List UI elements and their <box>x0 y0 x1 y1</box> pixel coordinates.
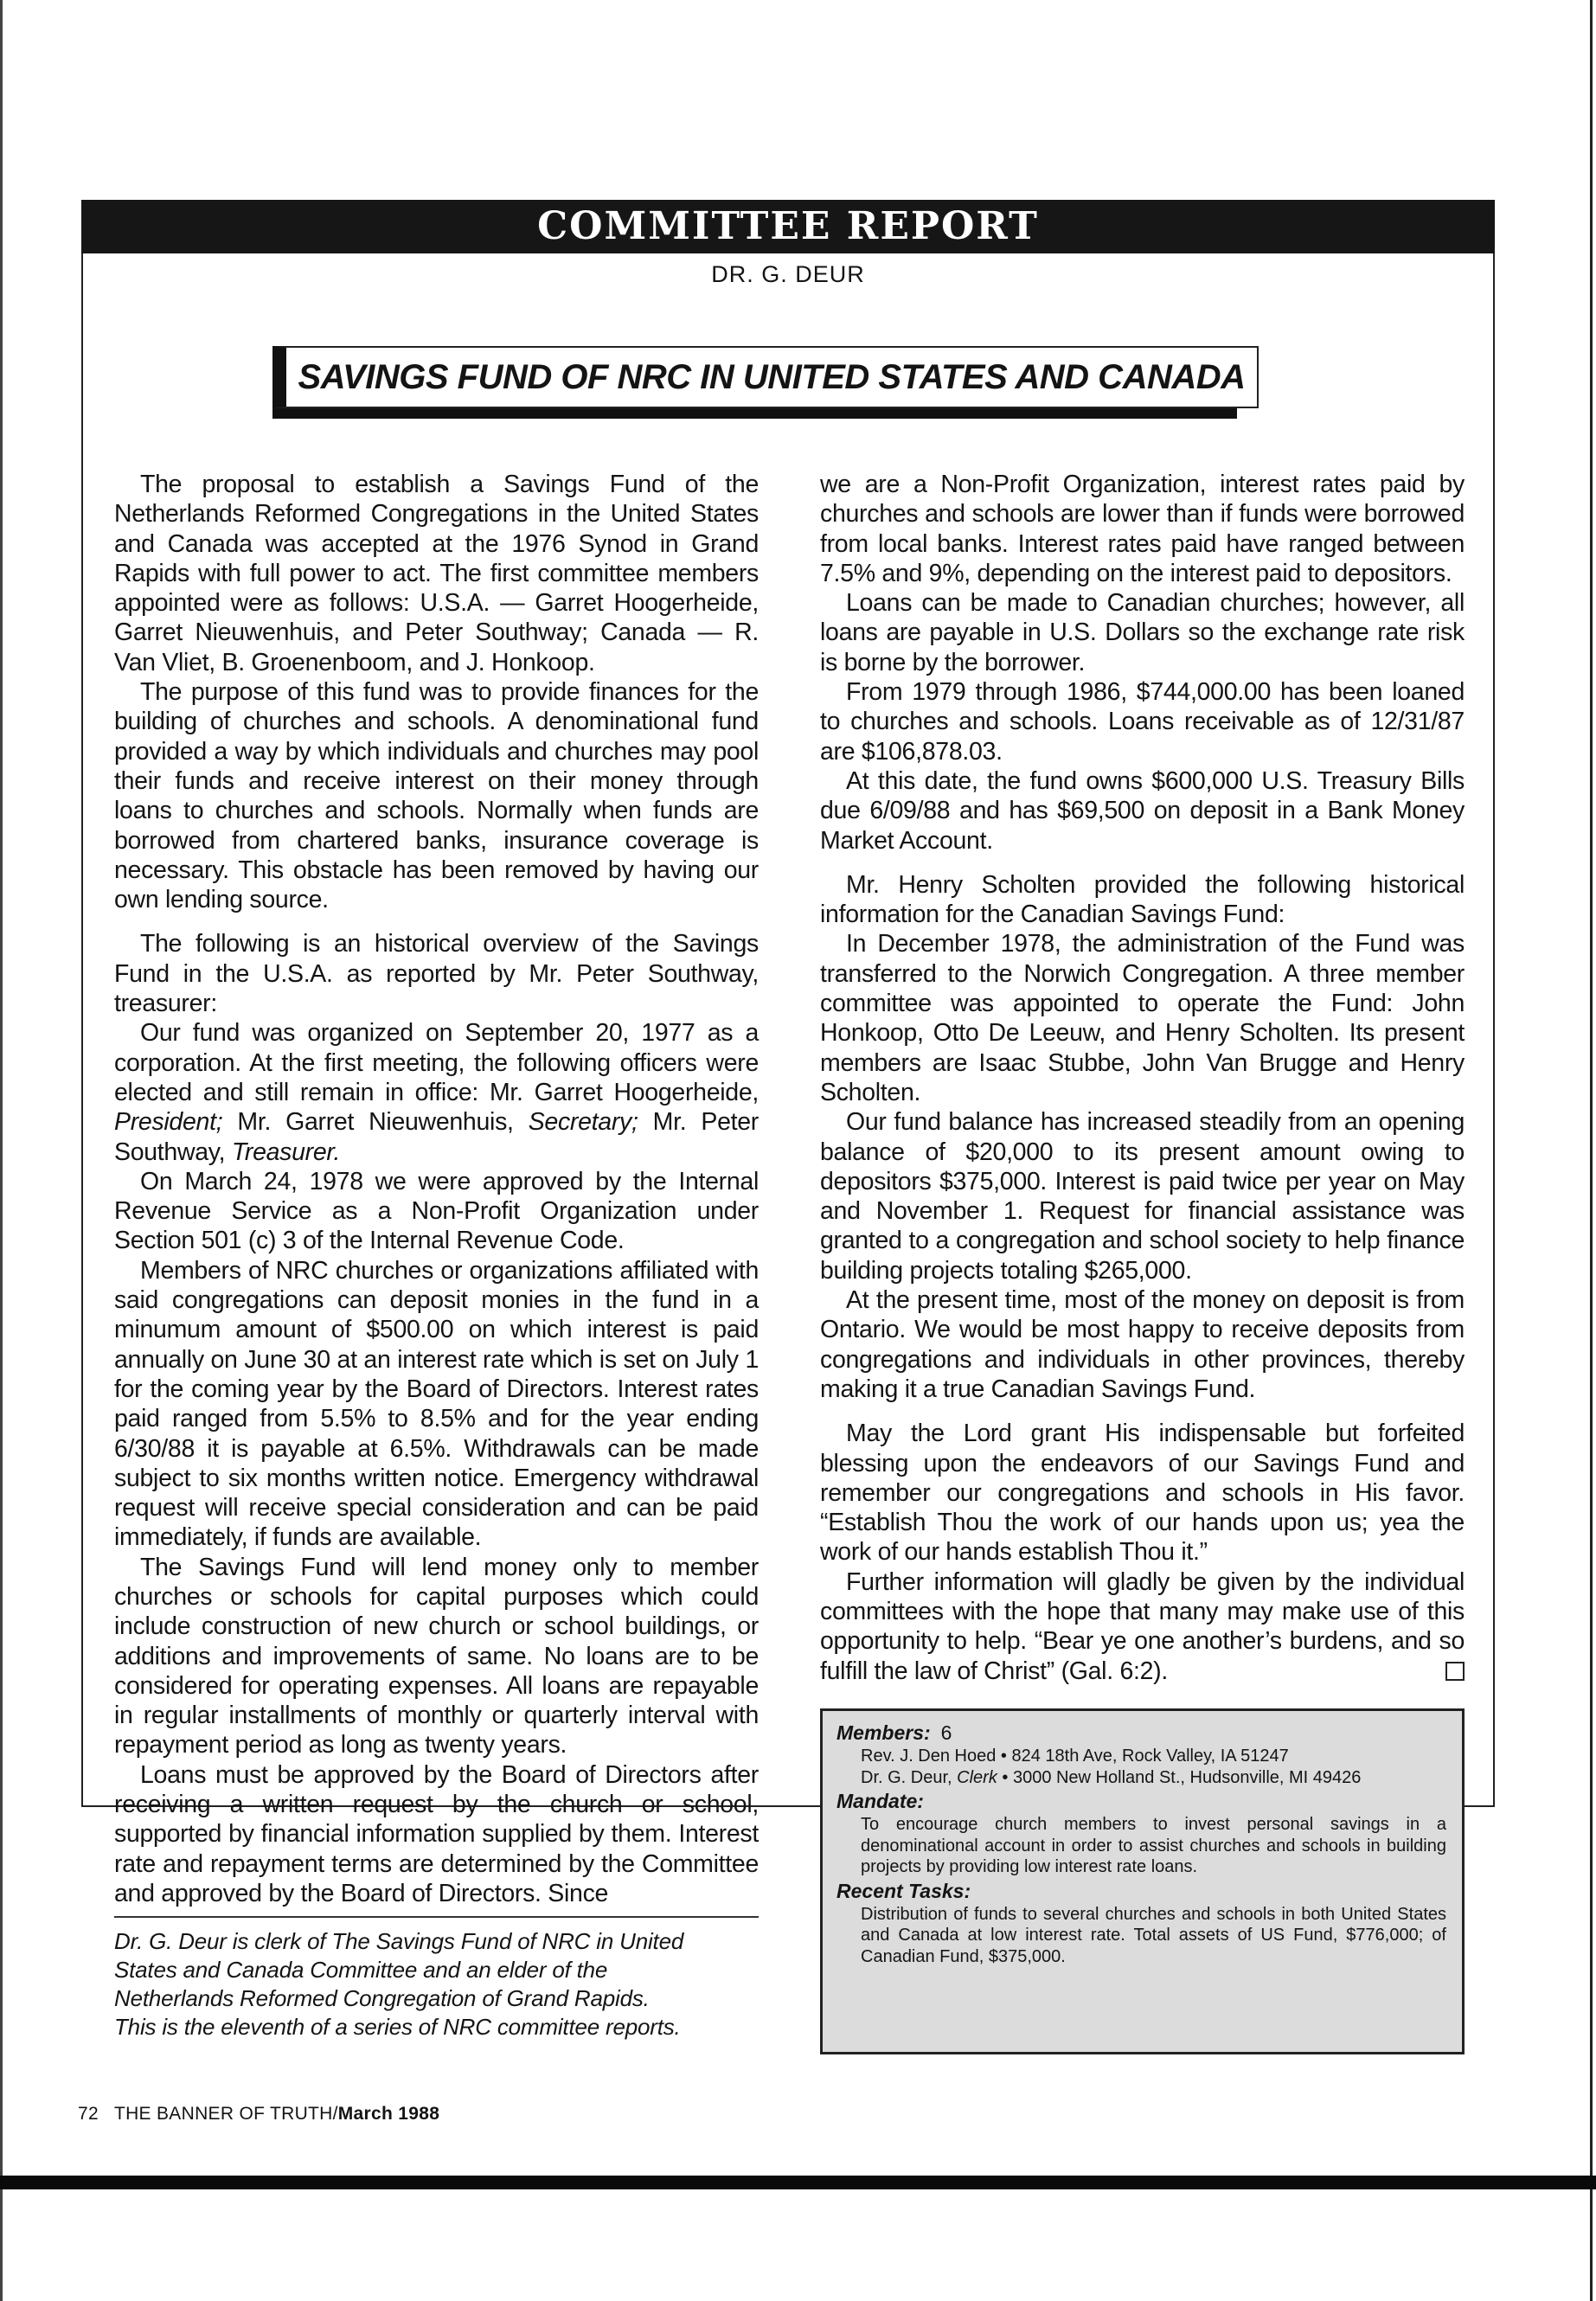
article-title-shadow <box>272 408 1237 419</box>
page-top-margin <box>0 0 1596 115</box>
text-run: Mr. Peter Southway, <box>114 1108 759 1166</box>
issue-date: March 1988 <box>337 2104 440 2124</box>
author-byline: DR. G. DEUR <box>711 261 865 287</box>
paragraph: The Savings Fund will lend money only to member churches or schools for capital purposes which could include construction of new church or school buildings, or additions and improvements of same. No loans are to be considered for operating expenses. All loans are repayable in regular installments of monthly or quarterly interval with repayment period as long as twenty years. <box>114 1553 759 1759</box>
paragraph: From 1979 through 1986, $744,000.00 has been loaned to churches and schools. Loans receivable as of 12/31/87 are $106,878.03. <box>820 678 1465 766</box>
page-number: 72 <box>78 2104 99 2124</box>
header-bar <box>81 200 1495 253</box>
paragraph: we are a Non-Profit Organization, interest rates paid by churches and schools are lower than if funds were borrowed from local banks. Interest rates paid have ranged between 7.5% and 9%, depending on the interest paid to depositors. <box>820 471 1465 587</box>
paragraph: The following is an historical overview of the Savings Fund in the U.S.A. as reported by Mr. Peter Southway, treasurer: <box>114 930 759 1018</box>
officer-title-treasurer: Treasurer. <box>231 1138 341 1166</box>
paragraph: Mr. Henry Scholten provided the following historical information for the Canadian Savings Fund: <box>820 870 1465 929</box>
article-title: SAVINGS FUND OF NRC IN UNITED STATES AND CANADA <box>298 357 1246 396</box>
paragraph: The proposal to establish a Savings Fund of the Netherlands Reformed Congregations in the United States and Canada was accepted at the 1976 Synod in Grand Rapids with full power to act. The first committee members appointed were as follows: U.S.A. — Garret Hoogerheide, Garret Nieuwenhuis, and Peter Southway; Canada — R. Van Vliet, B. Groenenboom, and J. Honkoop. <box>114 471 759 676</box>
mandate-heading: Mandate: <box>836 1790 924 1812</box>
tasks-text: Distribution of funds to several churches and schools in both United States and Canada at low interest rate. Total assets of US Fund, $776,000; of Canadian Fund, $375,000. <box>861 1904 1446 1966</box>
paragraph: Loans must be approved by the Board of Directors after receiving a written request by the church or school, supported by financial information supplied by them. Interest rate and repayment terms are determined by the Committee and approved by the Board of Directors. Since <box>114 1760 759 1907</box>
bio-divider <box>114 1916 759 1918</box>
paragraph: In December 1978, the administration of the Fund was transferred to the Norwich Congregation. A three member committee was appointed to operate the Fund: John Honkoop, Otto De Leeuw, and Henry Scholten. Its present members are Isaac Stubbe, John Van Brugge and Henry Scholten. <box>820 930 1465 1106</box>
end-mark-icon <box>1445 1662 1465 1681</box>
paragraph: The purpose of this fund was to provide finances for the building of churches and schools. A denominational fund provided a way by which individuals and churches may pool their funds and receive interest on their money through loans to churches and schools. Normally when funds are borrowed from chartered banks, insurance coverage is necessary. This obstacle has been removed by having our own lending source. <box>114 678 759 914</box>
right-column <box>820 470 1465 1686</box>
paragraph: At this date, the fund owns $600,000 U.S. Treasury Bills due 6/09/88 and has $69,500 on deposit in a Bank Money Market Account. <box>820 766 1465 855</box>
text-run: Mr. Garret Nieuwenhuis, <box>222 1108 514 1137</box>
page-footer <box>78 2104 439 2125</box>
text-run: Dr. G. Deur, <box>861 1767 958 1787</box>
article-title-box <box>272 346 1259 408</box>
bio-line: Dr. G. Deur is clerk of The Savings Fund of NRC in United <box>114 1928 684 1954</box>
officer-title-secretary: Secretary; <box>528 1108 638 1137</box>
text-run: Further information will gladly be given by the individual committees with the hope that many may make use of this opportunity to help. “Bear ye one another’s burdens, and so fulfill the law of Christ” (Gal. 6:2). <box>820 1567 1465 1685</box>
left-column <box>114 470 759 1908</box>
section-title: COMMITTEE REPORT <box>537 204 1039 248</box>
member-line: Rev. J. Den Hoed • 824 18th Ave, Rock Valley, IA 51247 <box>861 1747 1289 1766</box>
bio-line: Netherlands Reformed Congregation of Grand Rapids. <box>114 1985 650 2011</box>
tasks-heading: Recent Tasks: <box>836 1879 971 1902</box>
paragraph: Loans can be made to Canadian churches; however, all loans are payable in U.S. Dollars so the exchange rate risk is borne by the borrower. <box>820 589 1465 676</box>
members-count: 6 <box>940 1721 952 1744</box>
paragraph: Members of NRC churches or organizations affiliated with said congregations can deposit monies in the fund in a minumum amount of $500.00 on which interest is paid annually on June 30 at an interest rate which is set on July 1 for the coming year by the Board of Directors. Interest rates paid ranged from 5.5% to 8.5% and for the year ending 6/30/88 it is payable at 6.5%. Withdrawals can be made subject to six months written notice. Emergency withdrawal request will receive special consideration and can be paid immediately, if funds are available. <box>114 1256 759 1552</box>
member-line <box>836 1767 1446 1789</box>
paragraph <box>114 1018 759 1166</box>
publication-name: THE BANNER OF TRUTH/ <box>113 2104 338 2124</box>
text-run: • 3000 New Holland St., Hudsonville, MI 49426 <box>997 1767 1362 1787</box>
author-bio <box>114 1927 759 2041</box>
text-run: Our fund was organized on September 20, 1977 as a corporation. At the first meeting, the following officers were elected and still remain in office: Mr. Garret Hoogerheide, <box>114 1019 759 1106</box>
members-heading <box>836 1720 1446 1746</box>
mandate-text: To encourage church members to invest personal savings in a denominational account in order to assist churches and schools in building projects by providing low interest rate loans. <box>861 1815 1446 1876</box>
scan-edge-left <box>0 0 3 2301</box>
bio-line: States and Canada Committee and an elder of the <box>114 1957 608 1983</box>
bio-line: This is the eleventh of a series of NRC committee reports. <box>114 2014 681 2040</box>
paragraph: Our fund balance has increased steadily from an opening balance of $20,000 to its present amount owing to depositors $375,000. Interest is paid twice per year on May and November 1. Request for financial assistance was granted to a congregation and school society to help finance building projects totaling $265,000. <box>820 1108 1465 1285</box>
committee-info-box <box>820 1708 1465 2054</box>
scan-edge-right <box>1590 0 1593 2301</box>
paragraph <box>820 1567 1465 1686</box>
paragraph: At the present time, most of the money on deposit is from Ontario. We would be most happy to receive deposits from congregations and individuals in other provinces, thereby making it a true Canadian Savings Fund. <box>820 1286 1465 1403</box>
paragraph: On March 24, 1978 we were approved by the Internal Revenue Service as a Non-Profit Organization under Section 501 (c) 3 of the Internal Revenue Code. <box>114 1167 759 1255</box>
members-label: Members: <box>836 1721 931 1744</box>
bottom-band <box>0 2176 1596 2189</box>
officer-title-president: President; <box>114 1108 223 1137</box>
member-role: Clerk <box>957 1767 997 1787</box>
paragraph: May the Lord grant His indispensable but forfeited blessing upon the endeavors of our Savings Fund and remember our congregations and schools in His favor. “Establish Thou the work of our hands upon us; yea the work of our hands establish Thou it.” <box>820 1420 1465 1567</box>
